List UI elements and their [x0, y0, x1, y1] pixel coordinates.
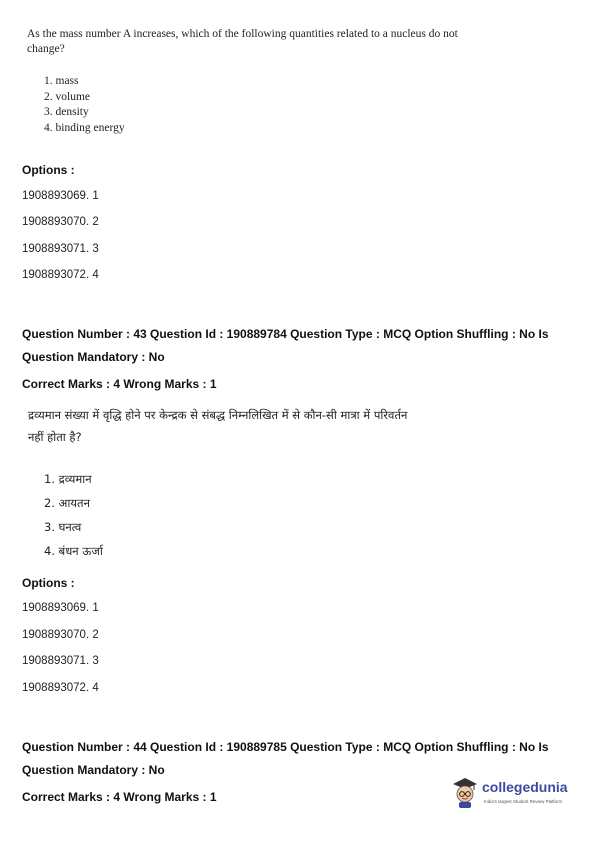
option-item: 1908893070. 2 [22, 629, 99, 641]
option-item: 1908893071. 3 [22, 243, 99, 255]
question-44-meta-line-2: Question Mandatory : No [22, 763, 165, 777]
choice-item: 4. binding energy [44, 121, 125, 134]
mascot-icon [450, 775, 480, 809]
options-label: Options : [22, 163, 75, 177]
choice-item: 1. mass [44, 75, 79, 87]
question-44-meta-line-1: Question Number : 44 Question Id : 190889785 Question Type : MCQ Option Shuffling : No Is [22, 740, 549, 754]
collegedunia-logo [450, 773, 585, 813]
option-item: 1908893069. 1 [22, 602, 99, 614]
choice-item: 4. बंधन ऊर्जा [44, 544, 103, 558]
option-item: 1908893070. 2 [22, 216, 99, 228]
question-42-choices [44, 74, 125, 136]
choice-item: 1. द्रव्यमान [44, 472, 92, 486]
option-item: 1908893072. 4 [22, 269, 99, 281]
question-44-meta-line-3: Correct Marks : 4 Wrong Marks : 1 [22, 790, 217, 804]
question-42-line-2: change? [27, 43, 65, 55]
logo-tagline: India's largest Student Review Platform [484, 799, 563, 804]
question-42-text [27, 27, 567, 57]
choice-item: 3. density [44, 106, 89, 118]
option-item: 1908893072. 4 [22, 682, 99, 694]
choice-item: 2. आयतन [44, 496, 90, 510]
question-43-text [28, 404, 407, 448]
question-43-meta-line-2: Question Mandatory : No [22, 350, 165, 364]
question-43-meta-line-3: Correct Marks : 4 Wrong Marks : 1 [22, 377, 217, 391]
question-42-line-1: As the mass number A increases, which of the following quantities related to a nucleus do not [27, 28, 458, 40]
choice-item: 2. volume [44, 90, 90, 103]
question-43-line-2: नहीं होता है? [28, 430, 82, 444]
question-43-meta-line-1: Question Number : 43 Question Id : 190889784 Question Type : MCQ Option Shuffling : No Is [22, 327, 549, 341]
question-43-choices [44, 467, 103, 563]
option-item: 1908893071. 3 [22, 655, 99, 667]
choice-item: 3. घनत्व [44, 520, 82, 534]
options-label: Options : [22, 576, 75, 590]
logo-wordmark: collegedunia [482, 779, 568, 795]
question-43-line-1: द्रव्यमान संख्या में वृद्धि होने पर केन्द्रक से संबद्ध निम्नलिखित में से कौन-सी मात्रा में परिवर्तन [28, 408, 408, 422]
option-item: 1908893069. 1 [22, 190, 99, 202]
